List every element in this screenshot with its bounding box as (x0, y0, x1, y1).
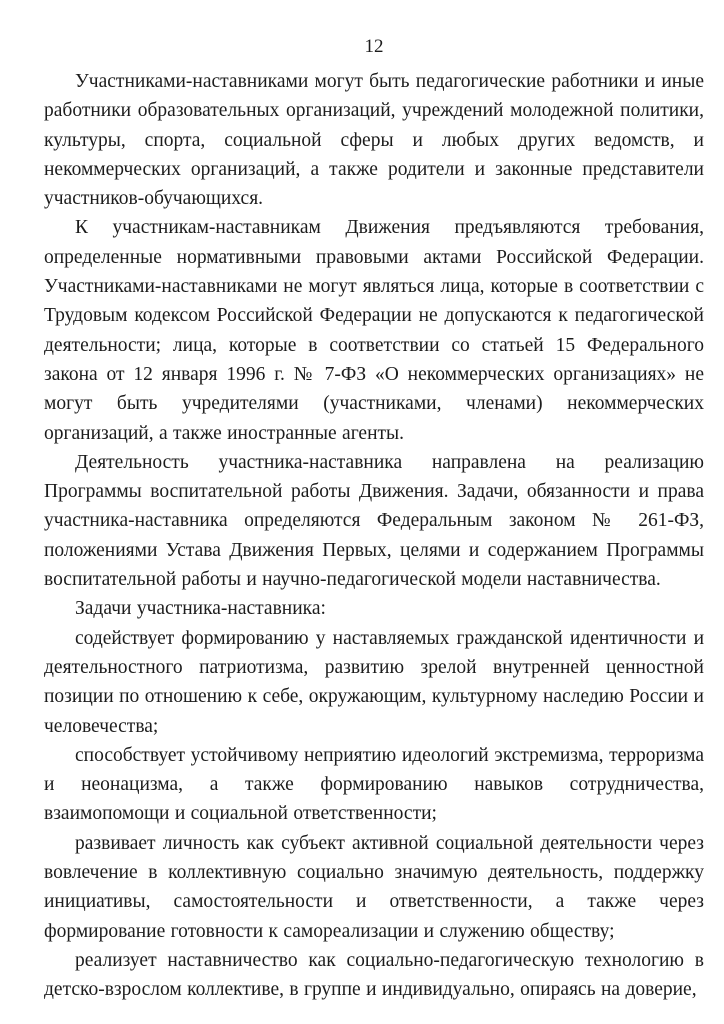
paragraph-tasks-heading: Задачи участника-наставника: (75, 598, 326, 620)
page-number: 12 (364, 36, 384, 57)
paragraph-task-mentoring-technology: реализует наставничество как социально-педагогическую технологию в детско-взрослом коллективе, в группе и индивидуально, опираясь на доверие, (44, 949, 704, 1001)
paragraph-task-civic-identity: содействует формированию у наставляемых гражданской идентичности и деятельностного патриотизма, развитию зрелой внутренней ценностной позиции по отношению к себе, окружающим, культурному наследию России и человечества; (44, 627, 704, 737)
paragraph-mentor-requirements: К участникам-наставникам Движения предъявляются требования, определенные нормативными правовыми актами Российской Федерации. Участниками-наставниками не могут являться лица, которые в соответствии с Трудовым кодексом Российской Федерации не допускаются к педагогической деятельности; лица, которые в соответствии со статьей 15 Федерального закона от 12 января 1996 г. № 7-ФЗ «О некоммерческих организациях» не могут быть учредителями (участниками, членами) некоммерческих организаций, а также иностранные агенты. (44, 217, 704, 444)
paragraph-mentors-who-can-be: Участниками-наставниками могут быть педагогические работники и иные работники образовательных организаций, учреждений молодежной политики, культуры, спорта, социальной сферы и любых других ведомств, и некоммерческих организаций, а также родители и законные представители участников-обучающихся. (44, 71, 704, 210)
paragraph-task-extremism-rejection: способствует устойчивому неприятию идеологий экстремизма, терроризма и неонацизма, а также формированию навыков сотрудничества, взаимопомощи и социальной ответственности; (44, 744, 704, 825)
paragraph-task-personality-development: развивает личность как субъект активной социальной деятельности через вовлечение в коллективную социально значимую деятельность, поддержку инициативы, самостоятельности и ответственности, а также через формирование готовности к самореализации и служению обществу; (44, 832, 704, 942)
paragraph-mentor-activity: Деятельность участника-наставника направлена на реализацию Программы воспитательной работы Движения. Задачи, обязанности и права участника-наставника определяются Федеральным законом № 261-ФЗ, положениями Устава Движения Первых, целями и содержанием Программы воспитательной работы и научно-педагогической модели наставничества. (44, 451, 704, 591)
